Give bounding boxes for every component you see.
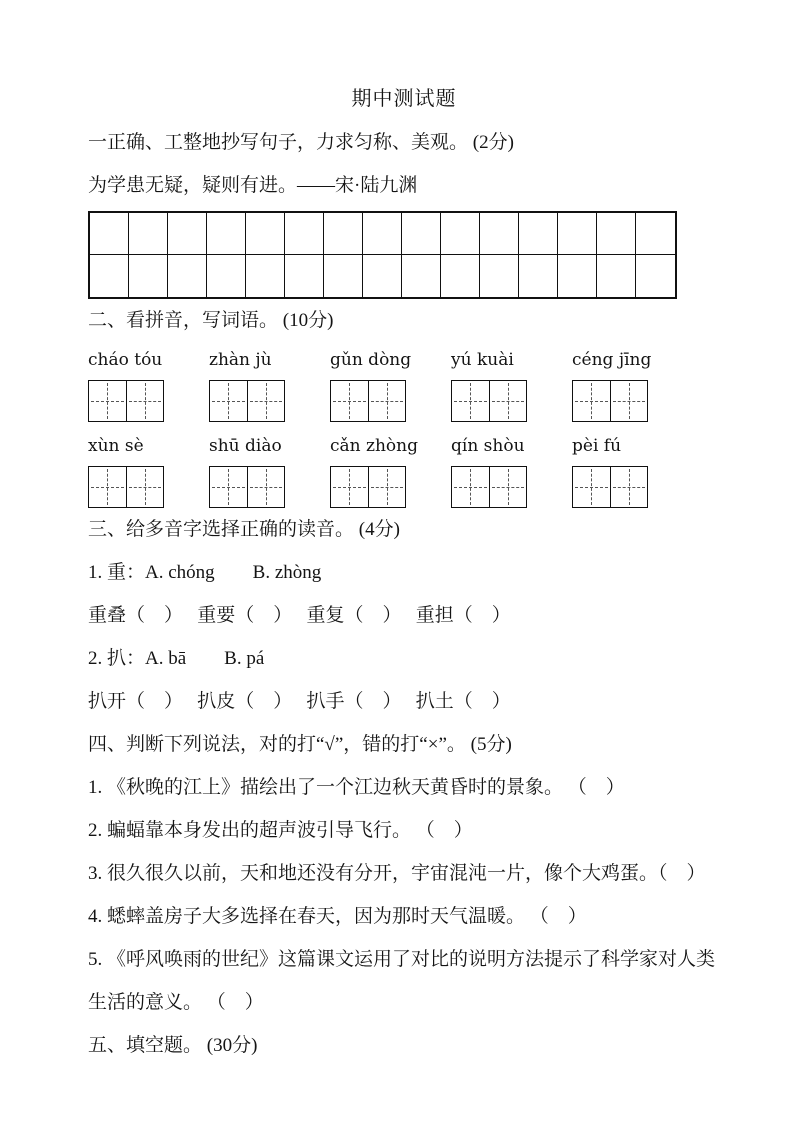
writing-box bbox=[330, 466, 406, 508]
writing-cell bbox=[610, 467, 648, 507]
pinyin-word-group bbox=[451, 348, 572, 422]
pinyin-label: cháo tóu bbox=[88, 350, 163, 370]
writing-cell bbox=[573, 381, 610, 421]
writing-box bbox=[209, 380, 285, 422]
writing-box bbox=[572, 380, 648, 422]
pinyin-writing-section bbox=[88, 348, 720, 508]
copy-grid-cell bbox=[285, 213, 324, 255]
writing-cell bbox=[89, 467, 126, 507]
section-four-heading: 四、判断下列说法，对的打“√”，错的打“×”。 (5分) bbox=[88, 734, 512, 755]
copy-grid-cell bbox=[129, 213, 168, 255]
pinyin-label: shū diào bbox=[209, 436, 282, 456]
copy-grid-cell bbox=[129, 255, 168, 297]
copy-grid-cell bbox=[558, 255, 597, 297]
writing-cell bbox=[573, 467, 610, 507]
pinyin-word-group bbox=[88, 348, 209, 422]
writing-cell bbox=[126, 467, 164, 507]
copy-grid-cell bbox=[168, 255, 207, 297]
judgment-item-1: 1. 《秋晚的江上》描绘出了一个江边秋天黄昏时的景象。 （ ） bbox=[88, 777, 625, 798]
writing-cell bbox=[452, 467, 489, 507]
copy-grid-cell bbox=[207, 213, 246, 255]
writing-cell bbox=[331, 381, 368, 421]
writing-cell bbox=[610, 381, 648, 421]
polyphone-item-2-prompt: 2. 扒：A. bā B. pá bbox=[88, 648, 265, 669]
copy-grid-cell bbox=[441, 213, 480, 255]
pinyin-label: yú kuài bbox=[451, 350, 514, 370]
copy-grid-cell bbox=[168, 213, 207, 255]
pinyin-row-1 bbox=[88, 348, 720, 422]
pinyin-label: céng jīng bbox=[572, 350, 652, 370]
copy-grid-cell bbox=[480, 255, 519, 297]
writing-cell bbox=[247, 381, 285, 421]
writing-cell bbox=[452, 381, 489, 421]
copy-grid-cell bbox=[324, 213, 363, 255]
writing-box bbox=[88, 380, 164, 422]
writing-cell bbox=[489, 467, 527, 507]
polyphone-item-1-blanks: 重叠（ ） 重要（ ） 重复（ ） 重担（ ） bbox=[88, 605, 511, 626]
copy-grid-cell bbox=[519, 255, 558, 297]
writing-box bbox=[572, 466, 648, 508]
pinyin-label: zhàn jù bbox=[209, 350, 272, 370]
writing-box bbox=[88, 466, 164, 508]
copy-sentence-quote: 为学患无疑，疑则有进。——宋·陆九渊 bbox=[88, 175, 418, 196]
copy-writing-grid bbox=[88, 211, 677, 299]
pinyin-label: qín shòu bbox=[451, 436, 525, 456]
writing-cell bbox=[126, 381, 164, 421]
writing-cell bbox=[368, 467, 406, 507]
copy-grid-cell bbox=[90, 255, 129, 297]
copy-grid-cell bbox=[285, 255, 324, 297]
writing-cell bbox=[210, 381, 247, 421]
judgment-item-5: 5. 《呼风唤雨的世纪》这篇课文运用了对比的说明方法提示了科学家对人类生活的意义。 （ ） bbox=[88, 949, 716, 1013]
copy-grid-cell bbox=[90, 213, 129, 255]
copy-grid-cell bbox=[597, 255, 636, 297]
pinyin-label: pèi fú bbox=[572, 436, 622, 456]
copy-grid-cell bbox=[363, 255, 402, 297]
pinyin-label: cǎn zhòng bbox=[330, 436, 418, 456]
writing-box bbox=[451, 380, 527, 422]
copy-grid-cell bbox=[207, 255, 246, 297]
copy-grid-cell bbox=[558, 213, 597, 255]
copy-grid-cell bbox=[363, 213, 402, 255]
writing-cell bbox=[89, 381, 126, 421]
pinyin-word-group bbox=[451, 434, 572, 508]
pinyin-label: gǔn dòng bbox=[330, 350, 412, 370]
copy-grid-cell bbox=[246, 255, 285, 297]
pinyin-row-2 bbox=[88, 434, 720, 508]
copy-grid-cell bbox=[636, 213, 675, 255]
judgment-item-3: 3. 很久很久以前，天和地还没有分开，宇宙混沌一片，像个大鸡蛋。（ ） bbox=[88, 863, 706, 884]
polyphone-item-1-prompt: 1. 重：A. chóng B. zhòng bbox=[88, 562, 322, 583]
pinyin-word-group bbox=[209, 434, 330, 508]
writing-cell bbox=[331, 467, 368, 507]
pinyin-label: xùn sè bbox=[88, 436, 144, 456]
writing-cell bbox=[489, 381, 527, 421]
pinyin-word-group bbox=[330, 434, 451, 508]
pinyin-word-group bbox=[209, 348, 330, 422]
page-title: 期中测试题 bbox=[351, 88, 457, 110]
copy-grid-cell bbox=[402, 213, 441, 255]
copy-grid-cell bbox=[636, 255, 675, 297]
writing-cell bbox=[368, 381, 406, 421]
writing-box bbox=[209, 466, 285, 508]
copy-grid-cell bbox=[246, 213, 285, 255]
copy-grid-cell bbox=[324, 255, 363, 297]
writing-box bbox=[330, 380, 406, 422]
copy-grid-cell bbox=[402, 255, 441, 297]
section-five-heading: 五、填空题。 (30分) bbox=[88, 1035, 258, 1056]
copy-grid-cell bbox=[519, 213, 558, 255]
copy-grid-cell bbox=[441, 255, 480, 297]
pinyin-word-group bbox=[572, 434, 693, 508]
section-three-heading: 三、给多音字选择正确的读音。 (4分) bbox=[88, 519, 400, 540]
writing-cell bbox=[247, 467, 285, 507]
pinyin-word-group bbox=[88, 434, 209, 508]
judgment-item-4: 4. 蟋蟀盖房子大多选择在春天，因为那时天气温暖。 （ ） bbox=[88, 906, 587, 927]
section-two-heading: 二、看拼音，写词语。 (10分) bbox=[88, 310, 334, 331]
writing-box bbox=[451, 466, 527, 508]
judgment-item-2: 2. 蝙蝠靠本身发出的超声波引导飞行。 （ ） bbox=[88, 820, 473, 841]
pinyin-word-group bbox=[572, 348, 693, 422]
section-one-heading: 一正确、工整地抄写句子，力求匀称、美观。 (2分) bbox=[88, 132, 514, 153]
polyphone-item-2-blanks: 扒开（ ） 扒皮（ ） 扒手（ ） 扒土（ ） bbox=[88, 691, 511, 712]
pinyin-word-group bbox=[330, 348, 451, 422]
copy-grid-cell bbox=[597, 213, 636, 255]
writing-cell bbox=[210, 467, 247, 507]
copy-grid-cell bbox=[480, 213, 519, 255]
